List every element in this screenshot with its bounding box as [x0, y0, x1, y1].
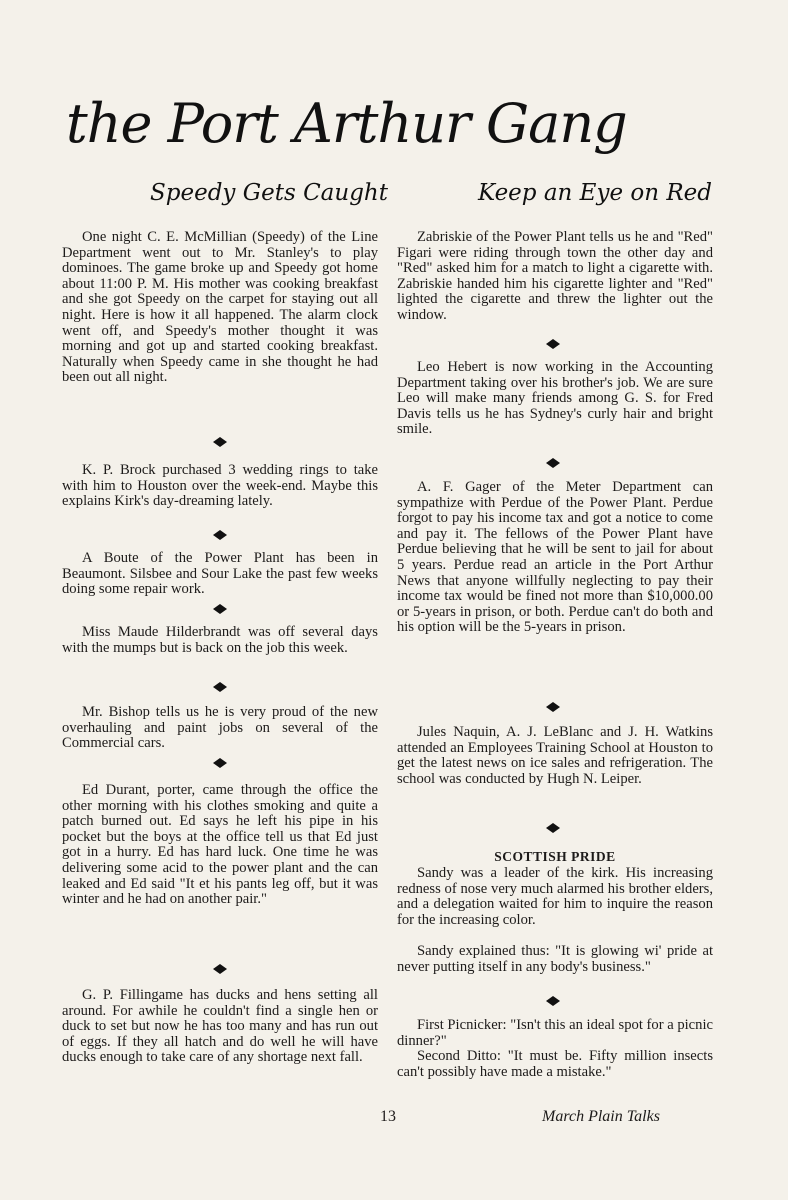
- article-paragraph: Jules Naquin, A. J. LeBlanc and J. H. Watkins attended an Employees Training School at Houston to get the latest news on ice sales and refrigeration. The school was conducted by Hugh N. Leiper.: [397, 724, 713, 787]
- diamond-divider-icon: [210, 604, 230, 614]
- article-paragraph: Leo Hebert is now working in the Accounting Department taking over his brother's job. We are sure Leo will make many friends among G. S. for Fred Davis tells us he has Sydney's curly hair and bright smile.: [397, 359, 713, 438]
- section-heading: SCOTTISH PRIDE: [494, 849, 616, 864]
- article-paragraph: Second Ditto: "It must be. Fifty million insects can't possibly have made a mistake.": [397, 1048, 713, 1080]
- diamond-divider-icon: [210, 964, 230, 974]
- article-paragraph: A Boute of the Power Plant has been in Beaumont. Silsbee and Sour Lake the past few weeks doing some repair work.: [62, 550, 378, 598]
- left-column-heading: Speedy Gets Caught: [150, 180, 388, 206]
- diamond-divider-icon: [543, 702, 563, 712]
- diamond-divider-icon: [543, 823, 563, 833]
- diamond-divider-icon: [543, 339, 563, 349]
- diamond-divider-icon: [210, 682, 230, 692]
- diamond-divider-icon: [210, 758, 230, 768]
- page-number: 13: [380, 1108, 396, 1125]
- article-paragraph: Sandy explained thus: "It is glowing wi' pride at never putting itself in any body's business.": [397, 943, 713, 975]
- page-title: the Port Arthur Gang: [66, 92, 627, 155]
- article-paragraph: One night C. E. McMillian (Speedy) of the Line Department went out to Mr. Stanley's to play dominoes. The game broke up and Speedy got home about 11:00 P. M. His mother was cooking breakfast and she got Speedy on the carpet for staying out all night. Here is how it all happened. The alarm clock went off, and Speedy's mother thought it was morning and got up and started cooking breakfast. Naturally when Speedy came in she thought he had been out all night.: [62, 229, 378, 386]
- diamond-divider-icon: [543, 458, 563, 468]
- article-paragraph: G. P. Fillingame has ducks and hens setting all around. For awhile he couldn't find a single hen or duck to set but now he has too many and has run out of eggs. If they all hatch and do well he will have ducks enough to take care of any shortage next fall.: [62, 987, 378, 1066]
- article-paragraph: A. F. Gager of the Meter Department can sympathize with Perdue of the Power Plant. Perdue forgot to pay his income tax and got a notice to come and pay it. The fellows of the Power Plant have Perdue believing that he will be sent to jail for about 5 years. Perdue read an article in the Port Arthur News that anyone willfully neglecting to pay their income tax would be fined not more than $10,000.00 or 5-years in prison, or both. Perdue can't do both and his option will be the 5-years in prison.: [397, 479, 713, 636]
- publication-name: March Plain Talks: [542, 1108, 660, 1125]
- diamond-divider-icon: [543, 996, 563, 1006]
- article-paragraph: Zabriskie of the Power Plant tells us he and "Red" Figari were riding through town the other day and "Red" asked him for a match to light a cigarette with. Zabriskie handed him his cigarette lighter and "Red" lighted the cigarette and threw the lighter out the window.: [397, 229, 713, 323]
- diamond-divider-icon: [210, 530, 230, 540]
- diamond-divider-icon: [210, 437, 230, 447]
- article-paragraph: Mr. Bishop tells us he is very proud of the new overhauling and paint jobs on several of the Commercial cars.: [62, 704, 378, 752]
- article-paragraph: Sandy was a leader of the kirk. His increasing redness of nose very much alarmed his brother elders, and a delegation waited for him to inquire the reason for the increasing color.: [397, 865, 713, 928]
- right-column-heading: Keep an Eye on Red: [478, 180, 712, 206]
- article-paragraph: K. P. Brock purchased 3 wedding rings to take with him to Houston over the week-end. Maybe this explains Kirk's day-dreaming lately.: [62, 462, 378, 510]
- article-paragraph: Miss Maude Hilderbrandt was off several days with the mumps but is back on the job this week.: [62, 624, 378, 656]
- article-paragraph: Ed Durant, porter, came through the office the other morning with his clothes smoking and quite a patch burned out. Ed says he left his pipe in his pocket but the boys at the office tell us that Ed just got in a hurry. Ed has hard luck. One time he was delivering some acid to the power plant and the can leaked and Ed said "It et his pants leg off, but it was winter and he had on another pair.": [62, 782, 378, 908]
- article-paragraph: First Picnicker: "Isn't this an ideal spot for a picnic dinner?": [397, 1017, 713, 1049]
